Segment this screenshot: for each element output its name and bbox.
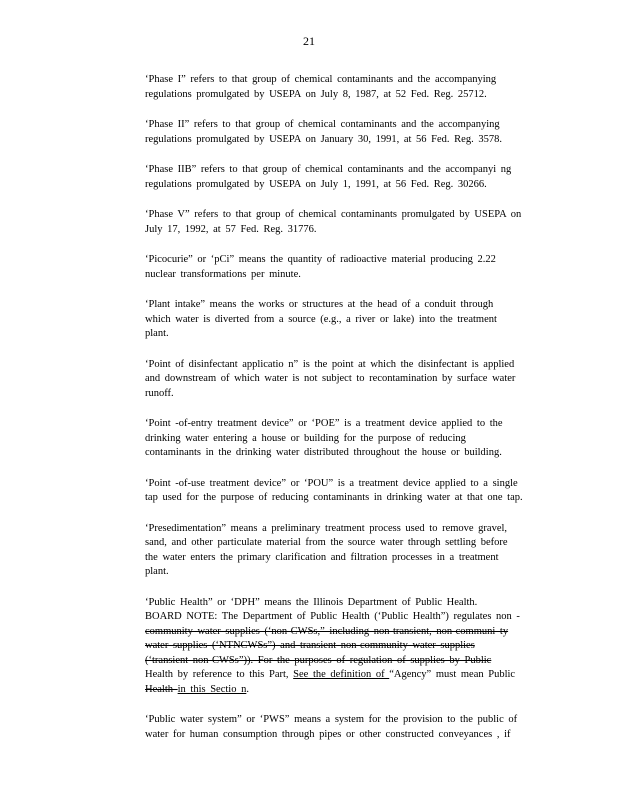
deleted-text-line: (‘transient non-CWSs”)). For the purposes of regulation of supplies by Public: [145, 654, 492, 666]
definition-line: drinking water entering a house or building for the purpose of reducing: [145, 432, 466, 444]
definition-line: ‘Phase I” refers to that group of chemical contaminants and the accompanying: [145, 74, 497, 85]
definition-public-water-system: [145, 713, 549, 742]
page-number: 21: [303, 34, 315, 48]
definition-line: water for human consumption through pipes or other constructed conveyances , if: [145, 728, 511, 740]
definition-line: regulations promulgated by USEPA on January 30, 1991, at 56 Fed. Reg. 3578.: [145, 133, 502, 145]
definition-phase-i: [145, 73, 549, 102]
definition-line: ‘Phase IIB” refers to that group of chemical contaminants and the accompanyi ng: [145, 164, 512, 175]
definition-line: plant.: [145, 566, 169, 577]
definition-point-of-use: [145, 477, 549, 506]
definition-line: the water enters the primary clarification and filtration processes in a treatment: [145, 551, 499, 563]
definition-line: ‘Public Health” or ‘DPH” means the Illinois Department of Public Health.: [145, 596, 478, 608]
board-note-line: BOARD NOTE: The Department of Public Health (‘Public Health”) regulates non -: [145, 611, 520, 622]
amended-text-line: [145, 668, 549, 683]
definition-picocurie: [145, 253, 549, 282]
deleted-text-line: community water supplies (‘non-CWSs,” including non-transient, non-communi ty: [145, 625, 509, 637]
definition-line: ‘Plant intake” means the works or structures at the head of a conduit through: [145, 299, 494, 310]
definition-phase-v: [145, 208, 549, 237]
plain-text: “Agency” must mean Public: [389, 669, 516, 680]
definition-line: and downstream of which water is not subject to recontamination by surface water: [145, 373, 516, 384]
definition-line: regulations promulgated by USEPA on July 1, 1991, at 56 Fed. Reg. 30266.: [145, 178, 487, 190]
definition-presedimentation: [145, 522, 549, 580]
definition-line: which water is diverted from a source (e.g., a river or lake) into the treatment: [145, 313, 497, 325]
definition-point-of-entry: [145, 417, 549, 461]
definition-line: regulations promulgated by USEPA on July 8, 1987, at 52 Fed. Reg. 25712.: [145, 88, 487, 100]
definition-line: plant.: [145, 328, 169, 339]
definition-phase-ii: [145, 118, 549, 147]
plain-text: .: [246, 683, 249, 695]
definition-line: ‘Phase V” refers to that group of chemical contaminants promulgated by USEPA on: [145, 209, 522, 220]
definition-line: ‘Point of disinfectant applicatio n” is the point at which the disinfectant is applied: [145, 358, 515, 370]
definition-line: contaminants in the drinking water distributed throughout the house or building.: [145, 447, 502, 458]
definition-line: runoff.: [145, 387, 174, 399]
deleted-text-line: water supplies (‘NTNCWSs”) and transient non-community water supplies: [145, 640, 475, 651]
inserted-text: in this Sectio n: [177, 683, 247, 695]
deleted-text: Health: [145, 683, 178, 695]
definition-plant-intake: [145, 298, 549, 342]
definition-line: ‘Point -of-entry treatment device” or ‘POE” is a treatment device applied to the: [145, 418, 503, 429]
definition-public-health: [145, 596, 549, 698]
definition-line: ‘Picocurie” or ‘pCi” means the quantity of radioactive material producing 2.22: [145, 254, 496, 265]
definition-line: ‘Public water system” or ‘PWS” means a system for the provision to the public of: [145, 714, 518, 725]
inserted-text: See the definition of: [293, 669, 390, 680]
plain-text: Health by reference to this Part,: [145, 669, 294, 680]
definition-line: ‘Phase II” refers to that group of chemical contaminants and the accompanying: [145, 119, 500, 130]
definition-line: ‘Point -of-use treatment device” or ‘POU” is a treatment device applied to a single: [145, 477, 518, 489]
definition-line: tap used for the purpose of reducing contaminants in drinking water at that one tap.: [145, 492, 523, 503]
definition-line: sand, and other particulate material from the source water through settling before: [145, 537, 508, 548]
definition-line: July 17, 1992, at 57 Fed. Reg. 31776.: [145, 223, 317, 235]
amended-text-line: [145, 683, 549, 698]
definition-phase-iib: [145, 163, 549, 192]
definition-line: ‘Presedimentation” means a preliminary treatment process used to remove gravel,: [145, 522, 508, 534]
definition-line: nuclear transformations per minute.: [145, 268, 301, 280]
definition-point-of-disinfectant-application: [145, 358, 549, 402]
definitions-body: [145, 73, 549, 758]
